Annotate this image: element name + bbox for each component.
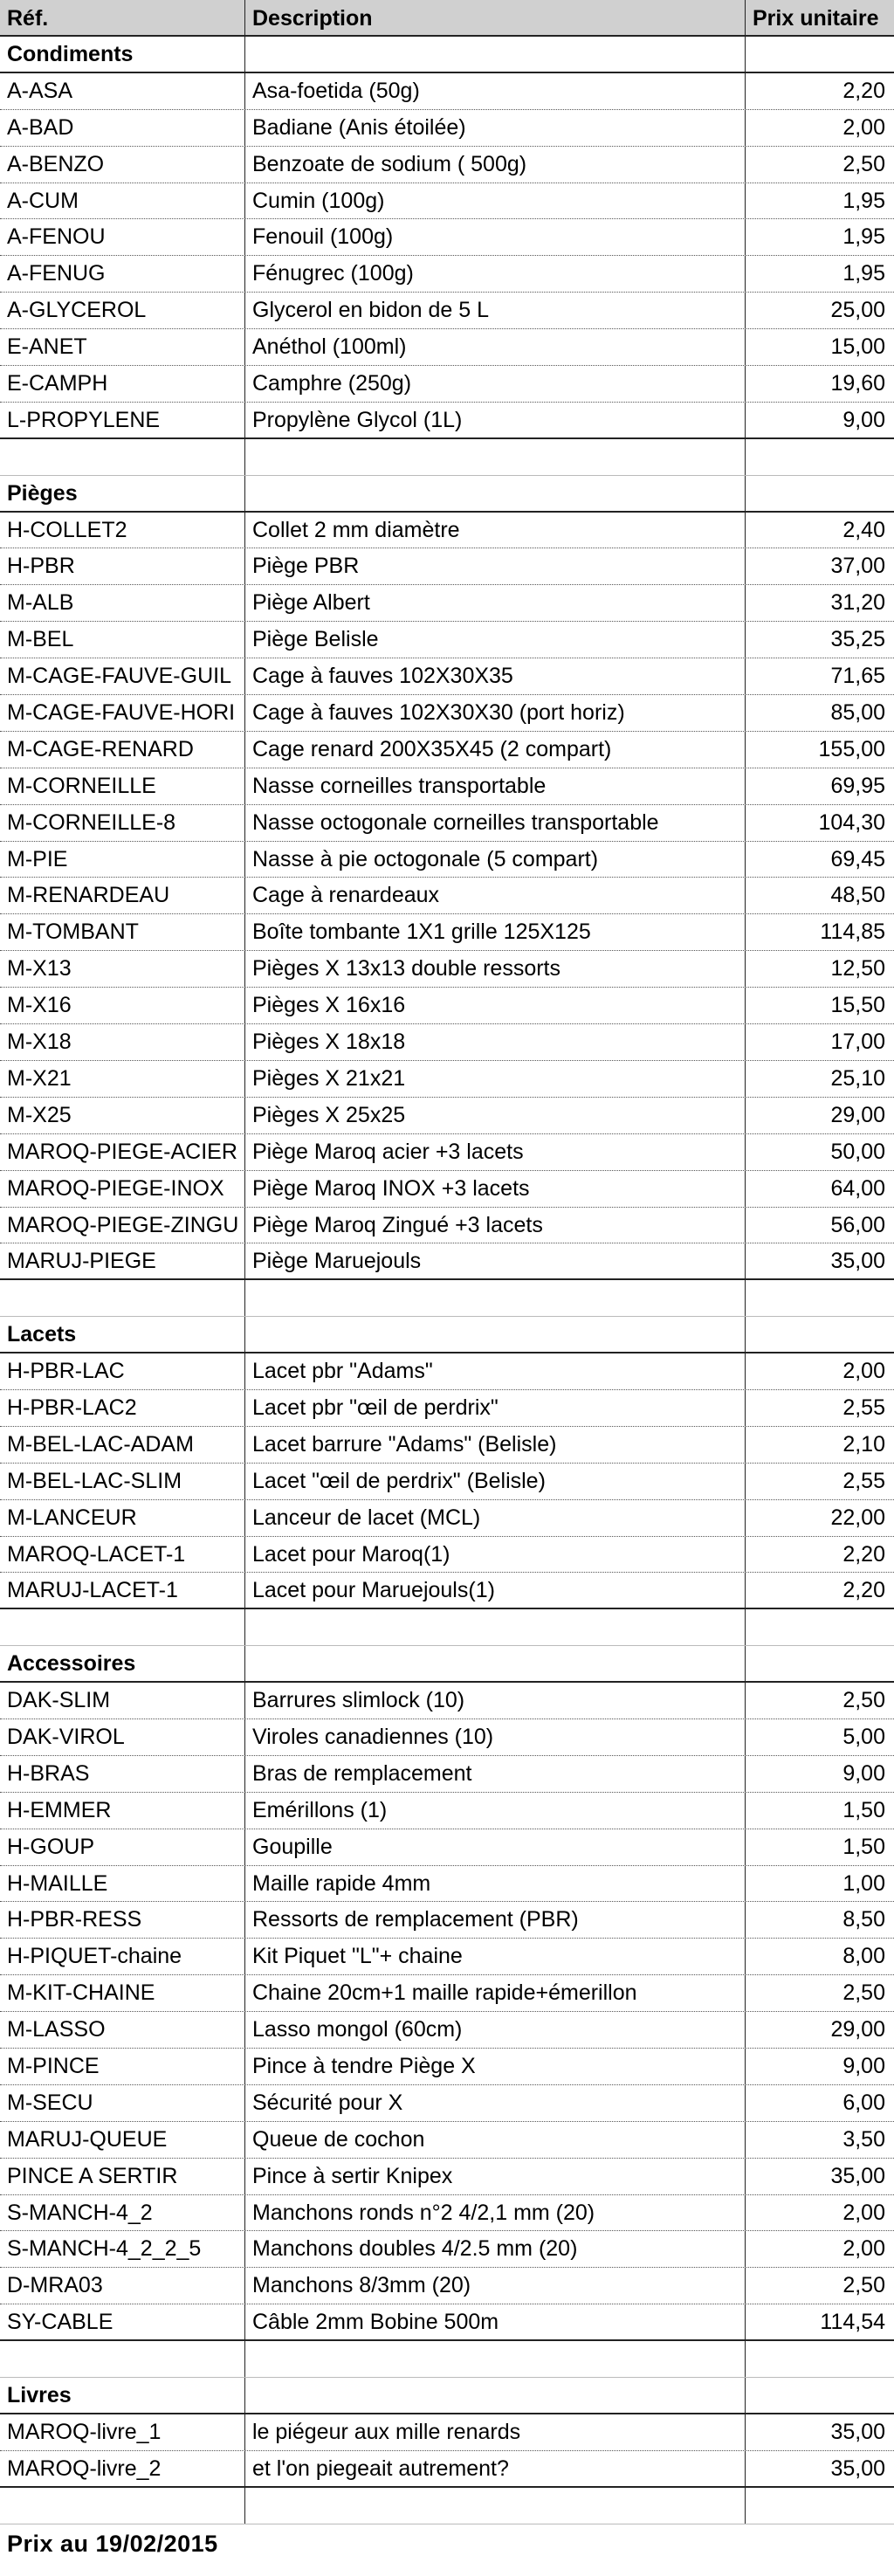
price-cell: 15,50 [830, 993, 885, 1018]
table-row [0, 951, 894, 988]
description-cell: Pince à sertir Knipex [245, 2159, 746, 2194]
category-blank-price [746, 2378, 894, 2413]
table-row [0, 914, 894, 951]
category-row [0, 37, 894, 73]
description-cell: Emérillons (1) [245, 1793, 746, 1829]
price-cell: 114,85 [820, 920, 885, 945]
category-row [0, 1317, 894, 1353]
blank-cell [0, 1280, 245, 1316]
table-row [0, 1171, 894, 1208]
ref-cell: MAROQ-PIEGE-ZINGU [0, 1208, 245, 1243]
description-cell: Cage renard 200X35X45 (2 compart) [245, 732, 746, 768]
price-cell: 35,00 [830, 2455, 885, 2481]
description-cell: Glycerol en bidon de 5 L [245, 293, 746, 328]
price-cell: 25,10 [830, 1065, 885, 1091]
table-row [0, 768, 894, 805]
table-row [0, 2451, 894, 2488]
table-row [0, 1098, 894, 1134]
description-cell: Ressorts de remplacement (PBR) [245, 1902, 746, 1938]
category-title: Condiments [0, 37, 245, 72]
ref-cell: A-BENZO [0, 147, 245, 183]
ref-cell: M-CAGE-FAUVE-GUIL [0, 658, 245, 694]
table-row [0, 1719, 894, 1756]
ref-cell: H-EMMER [0, 1793, 245, 1829]
table-row [0, 1243, 894, 1280]
description-cell: Pièges X 13x13 double ressorts [245, 951, 746, 987]
table-row [0, 2012, 894, 2049]
ref-cell: M-BEL-LAC-ADAM [0, 1427, 245, 1463]
price-cell: 25,00 [830, 298, 885, 323]
table-row [0, 1866, 894, 1903]
price-cell: 2,00 [842, 2236, 885, 2262]
blank-cell [0, 1609, 245, 1645]
table-row [0, 329, 894, 366]
ref-cell: MAROQ-LACET-1 [0, 1537, 245, 1573]
ref-cell: M-X16 [0, 988, 245, 1023]
price-cell: 2,50 [842, 151, 885, 176]
price-cell: 29,00 [830, 1102, 885, 1127]
description-cell: Collet 2 mm diamètre [245, 513, 746, 548]
table-row [0, 1537, 894, 1574]
category-title: Lacets [0, 1317, 245, 1352]
ref-cell: H-GOUP [0, 1829, 245, 1865]
spacer-row [0, 1609, 894, 1646]
table-row [0, 1024, 894, 1061]
table-body [0, 37, 894, 2524]
table-row [0, 658, 894, 695]
price-cell: 35,00 [830, 2163, 885, 2188]
description-cell: Piège Maroq INOX +3 lacets [245, 1171, 746, 1207]
description-cell: Lacet pour Maroq(1) [245, 1537, 746, 1573]
price-cell: 1,95 [842, 224, 885, 250]
table-row [0, 1756, 894, 1793]
price-cell: 6,00 [842, 2090, 885, 2115]
ref-cell: DAK-VIROL [0, 1719, 245, 1755]
description-cell: Cage à fauves 102X30X35 [245, 658, 746, 694]
price-cell: 85,00 [830, 700, 885, 726]
ref-cell: M-CORNEILLE [0, 768, 245, 804]
price-cell: 48,50 [830, 883, 885, 908]
price-cell: 64,00 [830, 1175, 885, 1201]
description-cell: Lacet pbr "Adams" [245, 1353, 746, 1389]
ref-cell: DAK-SLIM [0, 1683, 245, 1718]
table-row [0, 1793, 894, 1829]
table-row [0, 585, 894, 622]
description-cell: Fénugrec (100g) [245, 256, 746, 292]
description-cell: Nasse corneilles transportable [245, 768, 746, 804]
ref-cell: M-X21 [0, 1061, 245, 1097]
ref-cell: H-PBR [0, 548, 245, 584]
price-cell: 9,00 [842, 407, 885, 432]
ref-cell: M-X18 [0, 1024, 245, 1060]
table-row [0, 1500, 894, 1537]
blank-cell [245, 2341, 746, 2377]
table-row [0, 147, 894, 183]
ref-cell: H-PIQUET-chaine [0, 1939, 245, 1974]
table-row [0, 805, 894, 842]
price-cell: 2,40 [842, 517, 885, 542]
description-cell: Cumin (100g) [245, 183, 746, 219]
description-cell: Piège Maroq Zingué +3 lacets [245, 1208, 746, 1243]
table-row [0, 2231, 894, 2268]
table-row [0, 1208, 894, 1244]
description-cell: Anéthol (100ml) [245, 329, 746, 365]
description-cell: Lacet pbr "œil de perdrix" [245, 1390, 746, 1426]
price-cell: 114,54 [820, 2310, 885, 2335]
table-row [0, 256, 894, 293]
description-cell: Manchons ronds n°2 4/2,1 mm (20) [245, 2195, 746, 2231]
ref-cell: M-LANCEUR [0, 1500, 245, 1536]
description-cell: Lacet "œil de perdrix" (Belisle) [245, 1464, 746, 1499]
ref-cell: MAROQ-livre_1 [0, 2414, 245, 2450]
ref-cell: MARUJ-LACET-1 [0, 1573, 245, 1608]
ref-cell: H-MAILLE [0, 1866, 245, 1902]
description-cell: Manchons 8/3mm (20) [245, 2268, 746, 2304]
table-row [0, 2304, 894, 2341]
price-cell: 3,50 [842, 2126, 885, 2152]
price-cell: 17,00 [830, 1030, 885, 1055]
description-cell: Queue de cochon [245, 2122, 746, 2158]
description-cell: Propylène Glycol (1L) [245, 403, 746, 437]
price-cell: 69,95 [830, 773, 885, 798]
ref-cell: L-PROPYLENE [0, 403, 245, 437]
price-cell: 2,00 [842, 2200, 885, 2225]
category-blank-price [746, 1317, 894, 1352]
price-cell: 22,00 [830, 1505, 885, 1530]
category-title: Livres [0, 2378, 245, 2413]
blank-cell [0, 2341, 245, 2377]
table-row [0, 513, 894, 549]
price-cell: 2,00 [842, 114, 885, 140]
description-cell: Sécurité pour X [245, 2085, 746, 2121]
blank-cell [245, 1280, 746, 1316]
ref-cell: M-RENARDEAU [0, 878, 245, 913]
table-row [0, 1390, 894, 1427]
description-cell: Lacet pour Maruejouls(1) [245, 1573, 746, 1608]
table-row [0, 2049, 894, 2085]
ref-cell: M-PINCE [0, 2049, 245, 2084]
price-cell: 35,25 [830, 627, 885, 652]
table-row [0, 110, 894, 147]
description-cell: le piégeur aux mille renards [245, 2414, 746, 2450]
table-row [0, 1939, 894, 1975]
price-cell: 56,00 [830, 1212, 885, 1237]
blank-cell [245, 439, 746, 475]
ref-cell: H-PBR-LAC [0, 1353, 245, 1389]
price-cell: 2,10 [842, 1431, 885, 1457]
description-cell: Lasso mongol (60cm) [245, 2012, 746, 2048]
table-row [0, 2122, 894, 2159]
ref-cell: H-PBR-LAC2 [0, 1390, 245, 1426]
price-cell: 2,50 [842, 1688, 885, 1713]
price-cell: 69,45 [830, 846, 885, 871]
table-row [0, 548, 894, 585]
price-cell: 37,00 [830, 554, 885, 579]
description-cell: Maille rapide 4mm [245, 1866, 746, 1902]
description-cell: Nasse octogonale corneilles transportable [245, 805, 746, 841]
price-cell: 2,55 [842, 1468, 885, 1493]
table-row [0, 622, 894, 658]
table-row [0, 2159, 894, 2195]
table-row [0, 732, 894, 768]
table-row [0, 1829, 894, 1866]
table-row [0, 366, 894, 403]
table-row [0, 1975, 894, 2012]
description-cell: Manchons doubles 4/2.5 mm (20) [245, 2231, 746, 2267]
description-cell: Kit Piquet "L"+ chaine [245, 1939, 746, 1974]
description-cell: Pièges X 18x18 [245, 1024, 746, 1060]
blank-cell [746, 1280, 894, 1316]
description-cell: Camphre (250g) [245, 366, 746, 402]
description-cell: Pièges X 25x25 [245, 1098, 746, 1133]
table-row [0, 1683, 894, 1719]
price-cell: 8,00 [842, 1944, 885, 1969]
table-row [0, 1353, 894, 1390]
description-cell: Viroles canadiennes (10) [245, 1719, 746, 1755]
price-cell: 2,00 [842, 1359, 885, 1384]
description-cell: Câble 2mm Bobine 500m [245, 2304, 746, 2339]
description-cell: Asa-foetida (50g) [245, 73, 746, 109]
table-row [0, 878, 894, 914]
description-cell: Barrures slimlock (10) [245, 1683, 746, 1718]
ref-cell: A-BAD [0, 110, 245, 146]
description-cell: Benzoate de sodium ( 500g) [245, 147, 746, 183]
blank-cell [746, 2488, 894, 2524]
price-cell: 1,50 [842, 1797, 885, 1822]
ref-cell: H-PBR-RESS [0, 1902, 245, 1938]
price-cell: 35,00 [830, 1249, 885, 1274]
price-cell: 2,20 [842, 1541, 885, 1567]
category-row [0, 2378, 894, 2414]
description-cell: Piège Maroq acier +3 lacets [245, 1134, 746, 1170]
price-cell: 15,00 [830, 334, 885, 360]
table-row [0, 1134, 894, 1171]
blank-cell [0, 2488, 245, 2524]
description-cell: et l'on piegeait autrement? [245, 2451, 746, 2486]
ref-cell: M-ALB [0, 585, 245, 621]
ref-cell: M-X25 [0, 1098, 245, 1133]
header-price: Prix unitaire [753, 6, 879, 31]
category-blank-desc [245, 2378, 746, 2413]
price-date-footer: Prix au 19/02/2015 [7, 2531, 218, 2557]
ref-cell: M-LASSO [0, 2012, 245, 2048]
header-ref: Réf. [0, 0, 245, 35]
header-description: Description [245, 0, 746, 35]
description-cell: Cage à fauves 102X30X30 (port horiz) [245, 695, 746, 731]
price-cell: 104,30 [818, 809, 885, 835]
table-row [0, 219, 894, 256]
price-cell: 8,50 [842, 1907, 885, 1932]
ref-cell: A-GLYCEROL [0, 293, 245, 328]
table-row [0, 1902, 894, 1939]
category-blank-desc [245, 1646, 746, 1681]
table-row [0, 73, 894, 110]
description-cell: Piège PBR [245, 548, 746, 584]
description-cell: Pince à tendre Piège X [245, 2049, 746, 2084]
description-cell: Piège Belisle [245, 622, 746, 658]
ref-cell: D-MRA03 [0, 2268, 245, 2304]
ref-cell: M-KIT-CHAINE [0, 1975, 245, 2011]
ref-cell: S-MANCH-4_2 [0, 2195, 245, 2231]
table-row [0, 2195, 894, 2232]
ref-cell: M-CAGE-FAUVE-HORI [0, 695, 245, 731]
spacer-row [0, 1280, 894, 1317]
price-cell: 50,00 [830, 1139, 885, 1164]
ref-cell: M-PIE [0, 842, 245, 878]
description-cell: Badiane (Anis étoilée) [245, 110, 746, 146]
table-row [0, 988, 894, 1024]
category-title: Pièges [0, 476, 245, 511]
blank-cell [746, 1609, 894, 1645]
description-cell: Lacet barrure "Adams" (Belisle) [245, 1427, 746, 1463]
price-cell: 31,20 [830, 590, 885, 616]
price-cell: 155,00 [818, 736, 885, 761]
price-cell: 9,00 [842, 2053, 885, 2078]
table-row [0, 1427, 894, 1464]
description-cell: Fenouil (100g) [245, 219, 746, 255]
price-cell: 2,50 [842, 2273, 885, 2298]
category-blank-desc [245, 1317, 746, 1352]
description-cell: Chaine 20cm+1 maille rapide+émerillon [245, 1975, 746, 2011]
ref-cell: H-COLLET2 [0, 513, 245, 548]
price-cell: 1,50 [842, 1834, 885, 1859]
ref-cell: A-FENOU [0, 219, 245, 255]
description-cell: Cage à renardeaux [245, 878, 746, 913]
ref-cell: SY-CABLE [0, 2304, 245, 2339]
ref-cell: M-CAGE-RENARD [0, 732, 245, 768]
description-cell: Nasse à pie octogonale (5 compart) [245, 842, 746, 878]
price-cell: 5,00 [842, 1724, 885, 1749]
ref-cell: M-BEL [0, 622, 245, 658]
price-cell: 2,55 [842, 1395, 885, 1420]
description-cell: Boîte tombante 1X1 grille 125X125 [245, 914, 746, 950]
blank-cell [746, 439, 894, 475]
price-cell: 71,65 [830, 664, 885, 689]
table-row [0, 1573, 894, 1609]
ref-cell: S-MANCH-4_2_2_5 [0, 2231, 245, 2267]
price-cell: 9,00 [842, 1760, 885, 1786]
category-blank-price [746, 37, 894, 72]
table-row [0, 2414, 894, 2451]
price-cell: 12,50 [830, 956, 885, 981]
category-blank-price [746, 476, 894, 511]
price-cell: 2,20 [842, 1578, 885, 1603]
header-row [0, 0, 894, 37]
spacer-row [0, 439, 894, 476]
ref-cell: M-TOMBANT [0, 914, 245, 950]
category-blank-desc [245, 476, 746, 511]
ref-cell: M-CORNEILLE-8 [0, 805, 245, 841]
ref-cell: H-BRAS [0, 1756, 245, 1792]
description-cell: Bras de remplacement [245, 1756, 746, 1792]
ref-cell: MAROQ-livre_2 [0, 2451, 245, 2486]
ref-cell: A-ASA [0, 73, 245, 109]
category-row [0, 476, 894, 513]
table-row [0, 1464, 894, 1500]
ref-cell: A-CUM [0, 183, 245, 219]
ref-cell: MARUJ-PIEGE [0, 1243, 245, 1278]
table-row [0, 403, 894, 439]
table-row [0, 842, 894, 878]
ref-cell: E-ANET [0, 329, 245, 365]
category-blank-desc [245, 37, 746, 72]
category-title: Accessoires [0, 1646, 245, 1681]
category-row [0, 1646, 894, 1683]
price-cell: 1,95 [842, 261, 885, 286]
blank-cell [245, 2488, 746, 2524]
table-row [0, 2085, 894, 2122]
price-cell: 2,50 [842, 1980, 885, 2006]
table-row [0, 183, 894, 220]
ref-cell: MAROQ-PIEGE-ACIER [0, 1134, 245, 1170]
spacer-row [0, 2341, 894, 2378]
description-cell: Pièges X 21x21 [245, 1061, 746, 1097]
ref-cell: M-SECU [0, 2085, 245, 2121]
price-cell: 2,20 [842, 78, 885, 103]
ref-cell: M-X13 [0, 951, 245, 987]
ref-cell: PINCE A SERTIR [0, 2159, 245, 2194]
blank-cell [746, 2341, 894, 2377]
description-cell: Piège Albert [245, 585, 746, 621]
description-cell: Pièges X 16x16 [245, 988, 746, 1023]
blank-cell [0, 439, 245, 475]
ref-cell: M-BEL-LAC-SLIM [0, 1464, 245, 1499]
price-cell: 29,00 [830, 2017, 885, 2042]
price-cell: 1,00 [842, 1870, 885, 1896]
table-row [0, 293, 894, 329]
ref-cell: E-CAMPH [0, 366, 245, 402]
ref-cell: MAROQ-PIEGE-INOX [0, 1171, 245, 1207]
description-cell: Goupille [245, 1829, 746, 1865]
price-cell: 1,95 [842, 188, 885, 213]
spacer-row [0, 2488, 894, 2524]
description-cell: Piège Maruejouls [245, 1243, 746, 1278]
blank-cell [245, 1609, 746, 1645]
ref-cell: A-FENUG [0, 256, 245, 292]
table-row [0, 695, 894, 732]
description-cell: Lanceur de lacet (MCL) [245, 1500, 746, 1536]
price-cell: 19,60 [830, 371, 885, 396]
category-blank-price [746, 1646, 894, 1681]
table-row [0, 2268, 894, 2304]
ref-cell: MARUJ-QUEUE [0, 2122, 245, 2158]
price-cell: 35,00 [830, 2419, 885, 2444]
table-row [0, 1061, 894, 1098]
